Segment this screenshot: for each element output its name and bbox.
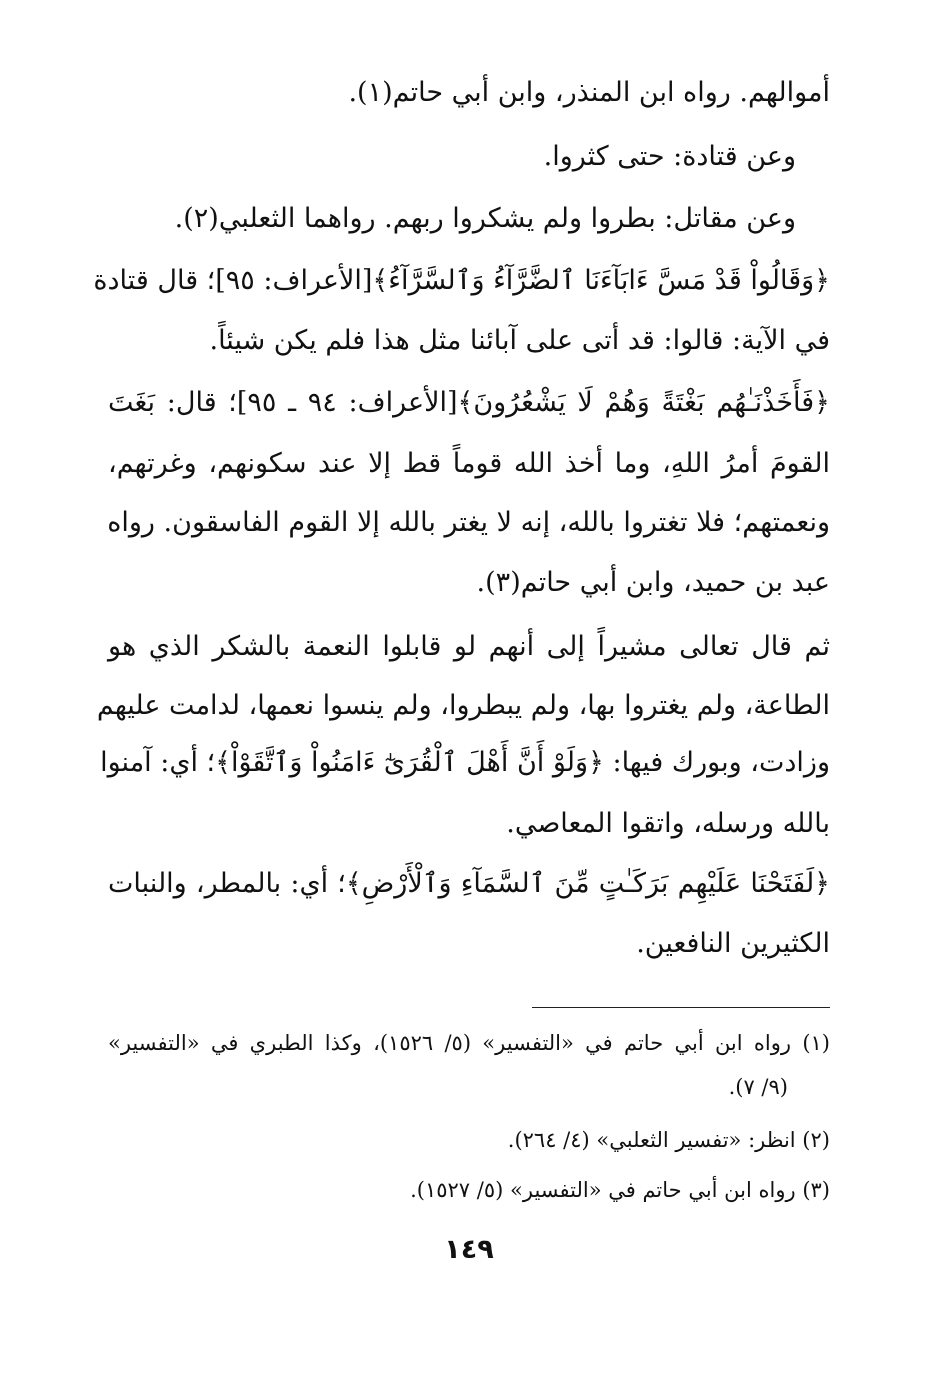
footnote-1-continued: (٩/ ٧). xyxy=(728,1075,788,1099)
text-line-8: ونعمتهم؛ فلا تغتروا بالله، إنه لا يغتر بالله إلا القوم الفاسقون. رواه xyxy=(107,507,830,538)
text-line-3: وعن مقاتل: بطروا ولم يشكروا ربهم. رواهما الثعلبي(٢). xyxy=(174,203,796,234)
text-line-4: ﴿وَقَالُواْ قَدْ مَسَّ ءَابَآءَنَا ٱلضَّرَّآءُ وَٱلسَّرَّآءُ﴾[الأعراف: ٩٥]؛ قال قتادة xyxy=(93,265,830,296)
footnote-separator xyxy=(532,1007,830,1008)
text-line-10: ثم قال تعالى مشيراً إلى أنهم لو قابلوا النعمة بالشكر الذي هو xyxy=(108,631,830,662)
page-number: ١٤٩ xyxy=(444,1234,494,1265)
footnote-2: (٢) انظر: «تفسير الثعلبي» (٤/ ٢٦٤). xyxy=(507,1128,830,1152)
text-line-13: بالله ورسله، واتقوا المعاصي. xyxy=(506,808,830,839)
text-line-2: وعن قتادة: حتى كثروا. xyxy=(543,141,796,172)
text-line-14: ﴿لَفَتَحْنَا عَلَيْهِم بَرَكَـٰتٍ مِّنَ ٱلسَّمَآءِ وَٱلْأَرْضِ﴾؛ أي: بالمطر، والنبات xyxy=(108,868,830,899)
text-line-5: في الآية: قالوا: قد أتى على آبائنا مثل هذا فلم يكن شيئاً. xyxy=(209,325,830,356)
footnote-3: (٣) رواه ابن أبي حاتم في «التفسير» (٥/ ١٥٢٧). xyxy=(410,1178,830,1202)
text-line-6: ﴿فَأَخَذْنَـٰهُم بَغْتَةً وَهُمْ لَا يَشْعُرُونَ﴾[الأعراف: ٩٤ ـ ٩٥]؛ قال: بَغَتَ xyxy=(108,387,830,418)
text-line-15: الكثيرين النافعين. xyxy=(636,928,830,959)
footnote-1: (١) رواه ابن أبي حاتم في «التفسير» (٥/ ١٥٢٦)، وكذا الطبري في «التفسير» xyxy=(108,1031,830,1055)
text-line-11: الطاعة، ولم يغتروا بها، ولم يبطروا، ولم ينسوا نعمها، لدامت عليهم xyxy=(96,690,830,721)
text-line-9: عبد بن حميد، وابن أبي حاتم(٣). xyxy=(476,567,830,598)
text-line-7: القومَ أمرُ اللهِ، وما أخذ الله قوماً قط إلا عند سكونهم، وغرتهم، xyxy=(108,448,830,479)
text-line-1: أموالهم. رواه ابن المنذر، وابن أبي حاتم(١). xyxy=(348,77,830,108)
text-line-12: وزادت، وبورك فيها: ﴿وَلَوْ أَنَّ أَهْلَ ٱلْقُرَىٰٓ ءَامَنُواْ وَٱتَّقَوْاْ﴾؛ أي: آمنوا xyxy=(100,747,830,778)
